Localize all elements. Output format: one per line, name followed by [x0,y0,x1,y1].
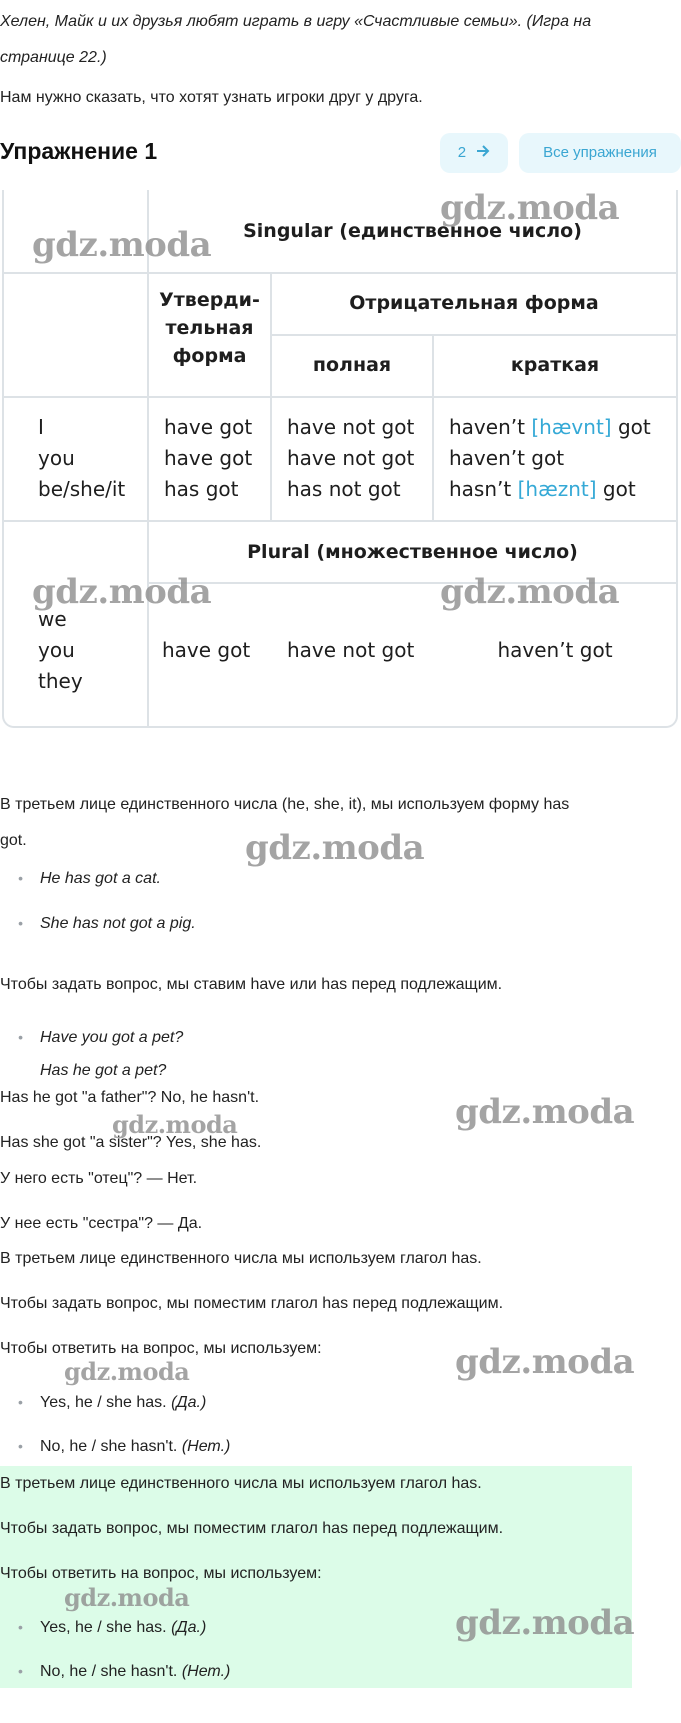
plural-affirmative: have got [162,638,251,662]
negative-full-form: have not got [287,446,415,470]
summary-line-1: В третьем лице единственного числа мы используем глагол has. [0,1475,482,1492]
dialog-line: Has he got "a father"? No, he hasn't. [0,1089,260,1106]
affirmative-form: have got [164,415,253,439]
summary-line-1: В третьем лице единственного числа мы используем глагол has. [0,1250,482,1267]
watermark: gdz.moda [64,1357,190,1386]
answer-translation: (Нет.) [181,1663,231,1680]
table-divider [272,334,676,336]
next-exercise-button[interactable] [440,133,508,173]
plural-header: Plural (множественное число) [247,541,578,563]
short-form-text: hasn’t [449,477,518,501]
dialog-line: Has she got "a sister"? Yes, she has. [0,1134,262,1151]
grammar-table [2,190,678,728]
singular-negative-short [449,412,651,505]
all-exercises-button[interactable]: Все упражнения [519,133,681,173]
list-item [14,1663,230,1681]
negative-short-form: haven’t got [449,446,565,470]
watermark: gdz.moda [455,1342,635,1382]
negative-short-form [449,474,651,505]
pronoun: be/she/it [38,477,126,501]
table-divider [4,396,676,398]
list-item: • Have you got a pet? [14,1029,183,1047]
answer-text: No, he / she hasn't. [40,1663,178,1680]
example-list [14,870,196,933]
singular-pronouns [38,412,125,505]
singular-affirmative [164,412,252,505]
affirmative-form: has got [164,477,239,501]
negative-short-form [449,412,651,443]
watermark: gdz.moda [440,572,620,612]
answer-text: No, he / she hasn't. [40,1438,178,1455]
exercise-title: Упражнение 1 [0,138,158,164]
plural-pronouns [38,604,83,697]
pronoun: I [38,415,44,439]
rule-line-1: В третьем лице единственного числа (he, she, it), мы используем форму has [0,796,570,813]
dialog-line: У нее есть "сестра"? — Да. [0,1215,203,1232]
transcription: [hævnt] [531,415,612,439]
short-form-text: got [611,415,651,439]
intro-line-2: странице 22.) [0,49,107,66]
cropped-list-item [40,1062,200,1082]
table-divider [4,272,676,274]
watermark: gdz.moda [32,572,212,612]
transcription: [hæznt] [517,477,597,501]
watermark: gdz.moda [455,1603,635,1643]
intro-line-1: Хелен, Майк и их друзья любят играть в игру «Счастливые семьи». (Игра на [0,13,592,30]
answer-translation: (Нет.) [181,1438,231,1455]
summary-line-3: Чтобы ответить на вопрос, мы используем: [0,1340,322,1357]
list-item: • She has not got a pig. [14,915,196,933]
singular-negative-full [287,412,414,505]
negative-header: Отрицательная форма [349,292,599,314]
intro-text [0,4,670,76]
watermark: gdz.moda [32,225,212,265]
watermark: gdz.moda [64,1583,190,1612]
short-form-text: got [596,477,636,501]
summary-line-2: Чтобы задать вопрос, мы поместим глагол has перед подлежащим. [0,1520,504,1537]
negative-full-form: have not got [287,415,415,439]
answer-list [14,1394,230,1456]
answer-translation: (Да.) [171,1394,207,1411]
list-item [14,1619,230,1637]
short-form-header: краткая [510,354,600,376]
question-rule: Чтобы задать вопрос, мы ставим have или has перед подлежащим. [0,976,503,993]
affirmative-form: have got [164,446,253,470]
arrow-right-icon [476,133,490,173]
rule-line-2: got. [0,832,27,849]
next-exercise-label: 2 [457,144,467,161]
answer-text: Yes, he / she has. [40,1619,167,1636]
negative-full-form: has not got [287,477,401,501]
singular-header: Singular (единственное число) [243,220,582,242]
summary-line-3: Чтобы ответить на вопрос, мы используем: [0,1565,322,1582]
list-item: • He has got a cat. [14,870,196,888]
cropped-text: Has he got a pet? [40,1062,167,1079]
answer-list [14,1619,230,1681]
full-form-header: полная [312,354,392,376]
dialog-line: У него есть "отец"? — Нет. [0,1170,198,1187]
question-example-list [14,1029,183,1047]
watermark: gdz.moda [245,828,425,868]
list-item [14,1394,230,1412]
pronoun: you [38,638,75,662]
watermark: gdz.moda [112,1110,238,1139]
affirmative-header: Утверди- тельная форма [159,289,260,367]
watermark: gdz.moda [455,1092,635,1132]
table-divider [4,520,676,522]
plural-negative-full: have not got [287,638,415,662]
summary-line-2: Чтобы задать вопрос, мы поместим глагол has перед подлежащим. [0,1295,504,1312]
pronoun: we [38,607,67,631]
watermark: gdz.moda [440,188,620,228]
plural-negative-short: haven’t got [497,638,613,662]
pronoun: they [38,669,83,693]
intro-line-3: Нам нужно сказать, что хотят узнать игроки друг у друга. [0,89,423,106]
short-form-text: haven’t [449,415,532,439]
answer-text: Yes, he / she has. [40,1394,167,1411]
pronoun: you [38,446,75,470]
list-item [14,1438,230,1456]
answer-translation: (Да.) [171,1619,207,1636]
